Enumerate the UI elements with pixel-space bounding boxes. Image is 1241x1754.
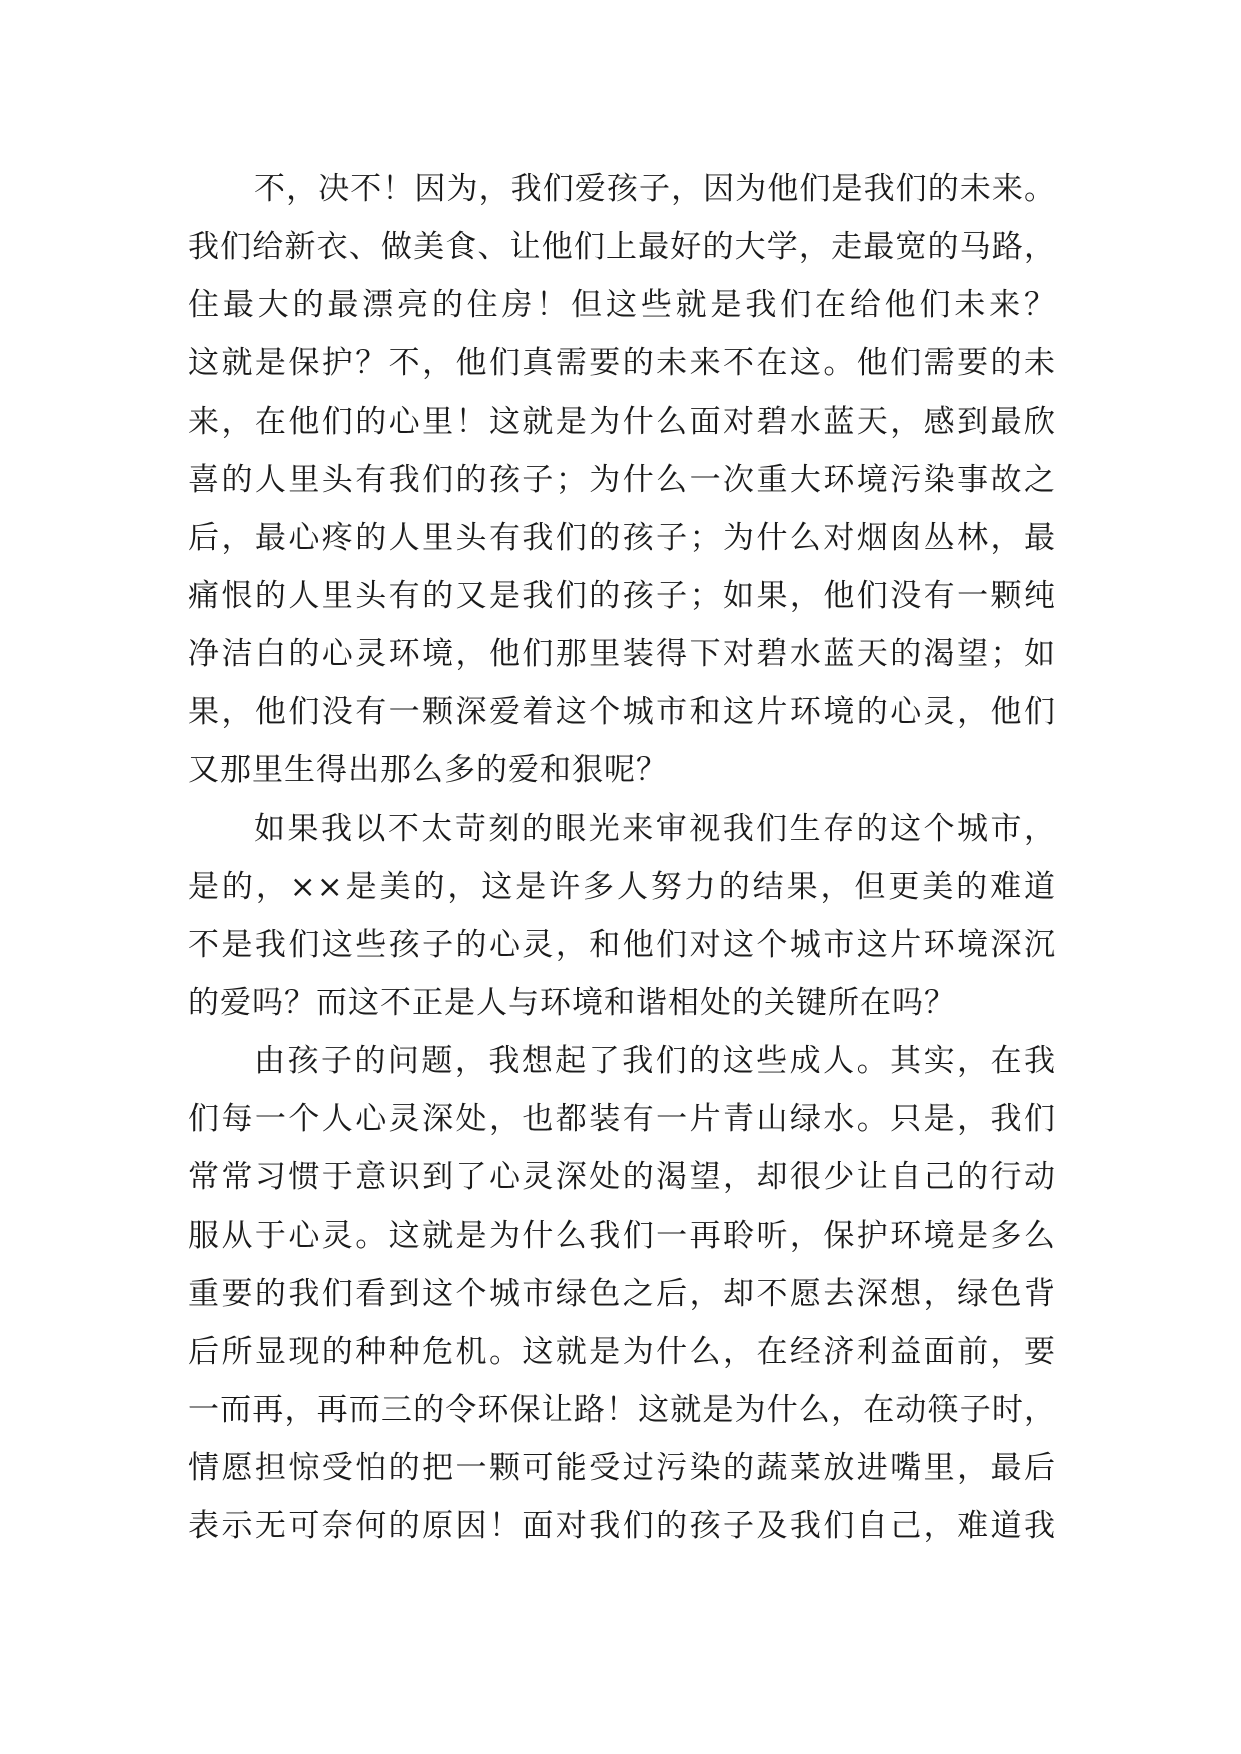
paragraph-3-line-7: 一而再，再而三的令环保让路！这就是为什么，在动筷子时， — [188, 1391, 1056, 1428]
paragraph-2-line-2: 是的，××是美的，这是许多人努力的结果，但更美的难道 — [188, 868, 1056, 905]
paragraph-2-line-3: 不是我们这些孩子的心灵，和他们对这个城市这片环境深沉 — [188, 926, 1056, 963]
paragraph-1-line-10: 果，他们没有一颗深爱着这个城市和这片环境的心灵，他们 — [188, 694, 1056, 731]
paragraph-1-line-6: 喜的人里头有我们的孩子；为什么一次重大环境污染事故之 — [188, 461, 1056, 498]
paragraph-1-line-3: 住最大的最漂亮的住房！但这些就是我们在给他们未来？ — [188, 287, 1056, 324]
paragraph-2-line-4: 的爱吗？而这不正是人与环境和谐相处的关键所在吗？ — [188, 984, 956, 1021]
paragraph-1-line-7: 后，最心疼的人里头有我们的孩子；为什么对烟囱丛林，最 — [188, 519, 1056, 556]
paragraph-3-line-5: 重要的我们看到这个城市绿色之后，却不愿去深想，绿色背 — [188, 1275, 1056, 1312]
paragraph-3-line-2: 们每一个人心灵深处，也都装有一片青山绿水。只是，我们 — [188, 1101, 1056, 1138]
paragraph-3-line-3: 常常习惯于意识到了心灵深处的渴望，却很少让自己的行动 — [188, 1159, 1056, 1196]
paragraph-1-line-4: 这就是保护？不，他们真需要的未来不在这。他们需要的未 — [188, 345, 1056, 382]
paragraph-1-line-2: 我们给新衣、做美食、让他们上最好的大学，走最宽的马路， — [188, 229, 1056, 266]
body-text — [188, 160, 1056, 1555]
paragraph-1-line-9: 净洁白的心灵环境，他们那里装得下对碧水蓝天的渴望；如 — [188, 636, 1056, 673]
paragraph-3-line-1: 由孩子的问题，我想起了我们的这些成人。其实，在我 — [254, 1043, 1056, 1080]
paragraph-3-line-9: 表示无可奈何的原因！面对我们的孩子及我们自己，难道我 — [188, 1508, 1056, 1545]
paragraph-2-line-1: 如果我以不太苛刻的眼光来审视我们生存的这个城市， — [254, 810, 1056, 847]
paragraph-3-line-4: 服从于心灵。这就是为什么我们一再聆听，保护环境是多么 — [188, 1217, 1056, 1254]
paragraph-1-line-1: 不，决不！因为，我们爱孩子，因为他们是我们的未来。 — [254, 171, 1056, 207]
paragraph-3-line-6: 后所显现的种种危机。这就是为什么，在经济利益面前，要 — [188, 1333, 1056, 1370]
paragraph-1-line-5: 来，在他们的心里！这就是为什么面对碧水蓝天，感到最欣 — [188, 403, 1056, 440]
paragraph-1-line-8: 痛恨的人里头有的又是我们的孩子；如果，他们没有一颗纯 — [188, 577, 1056, 614]
paragraph-3-line-8: 情愿担惊受怕的把一颗可能受过污染的蔬菜放进嘴里，最后 — [188, 1450, 1056, 1487]
paragraph-1-line-11: 又那里生得出那么多的爱和狠呢？ — [188, 752, 668, 789]
